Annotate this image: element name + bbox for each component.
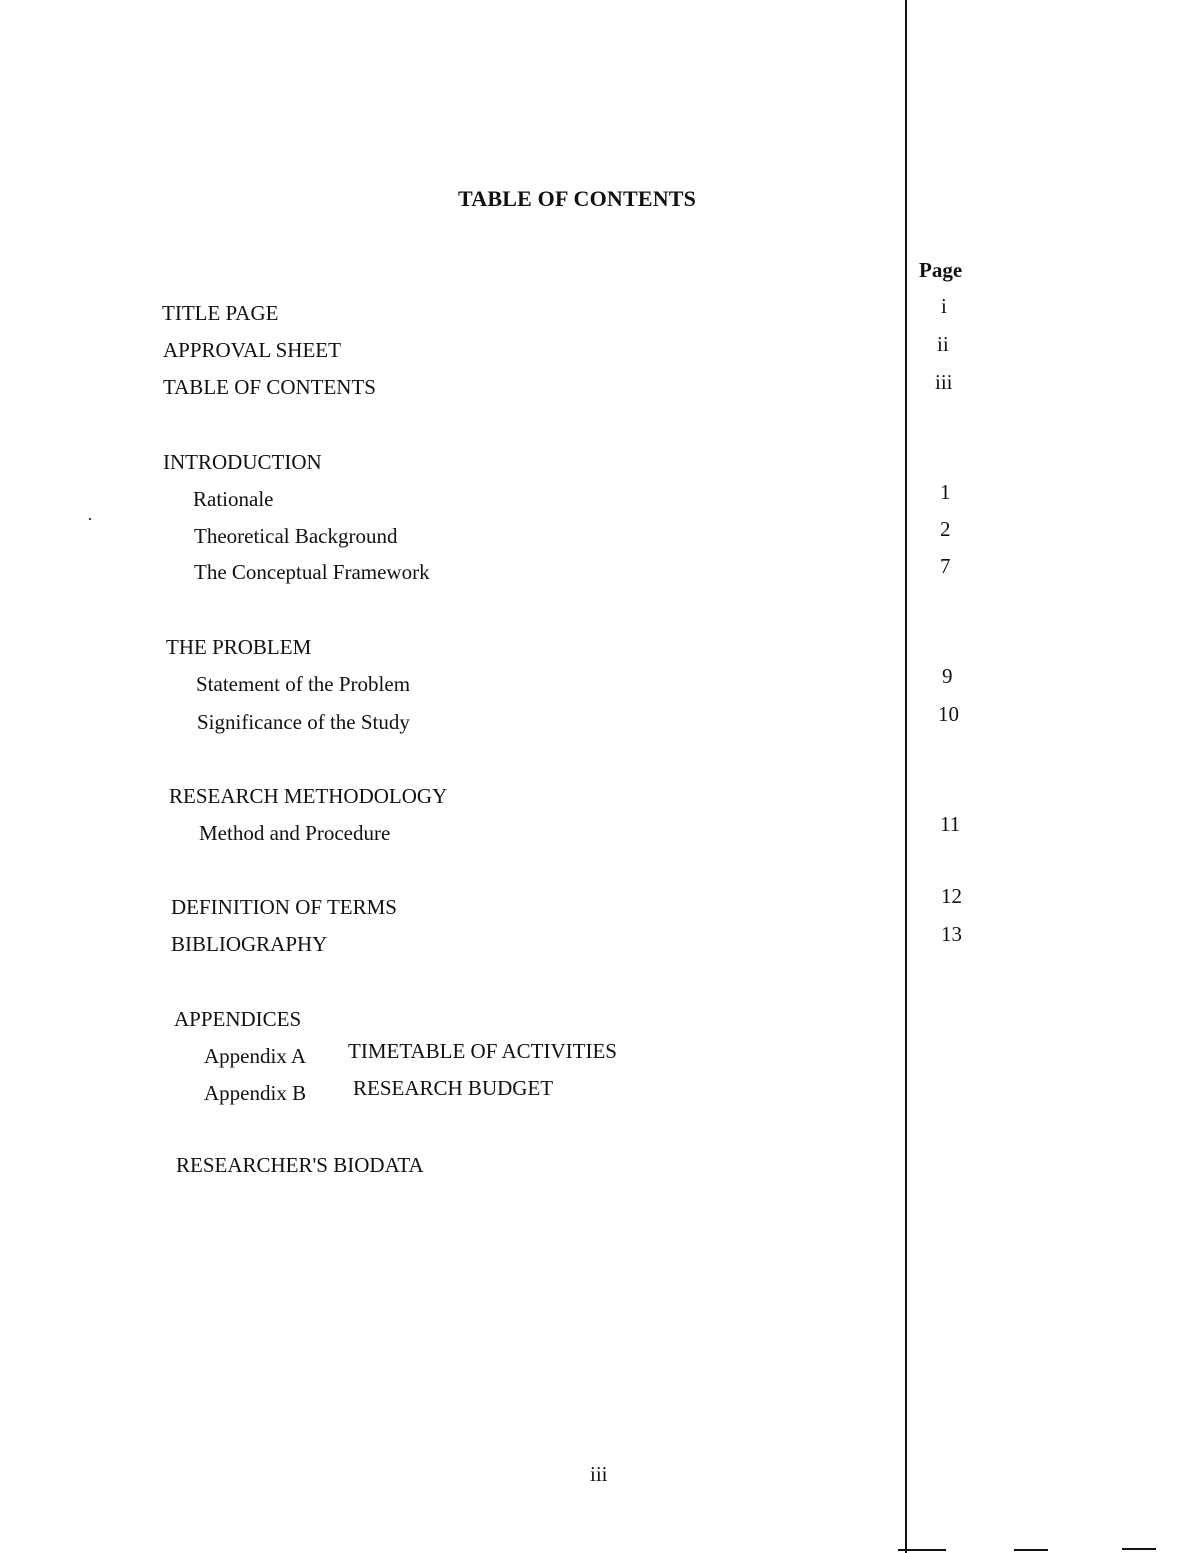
toc-entry-significance: Significance of the Study [197,710,410,734]
page-column-header: Page [919,258,963,282]
toc-page-number: 7 [940,554,951,578]
toc-entry-bibliography: BIBLIOGRAPHY [171,932,328,956]
toc-section-the-problem: THE PROBLEM [166,635,312,659]
appendix-b-title: RESEARCH BUDGET [353,1076,554,1100]
toc-section-introduction: INTRODUCTION [163,450,322,474]
toc-entry-table-of-contents: TABLE OF CONTENTS [163,375,376,399]
toc-page-number: 9 [942,664,953,688]
appendix-b-label: Appendix B [204,1081,307,1105]
toc-entry-researchers-biodata: RESEARCHER'S BIODATA [176,1153,424,1177]
toc-page-number: 2 [940,517,951,541]
page-edge-vertical-rule [905,0,907,1553]
toc-section-appendices: APPENDICES [174,1007,302,1031]
toc-page-number: i [941,294,947,318]
toc-entry-rationale: Rationale [193,487,274,511]
toc-page-number: ii [937,332,949,356]
page-title: TABLE OF CONTENTS [458,186,697,211]
toc-page-number: 12 [941,884,962,908]
appendix-a-label: Appendix A [204,1044,307,1068]
scan-mark [1122,1548,1156,1550]
toc-page-number: 1 [940,480,951,504]
toc-entry-method-and-procedure: Method and Procedure [199,821,391,845]
toc-entry-statement-of-problem: Statement of the Problem [196,672,411,696]
toc-entry-conceptual-framework: The Conceptual Framework [194,560,430,584]
toc-page-number: iii [935,370,953,394]
toc-page-number: 10 [938,702,959,726]
toc-entry-theoretical-background: Theoretical Background [194,524,398,548]
toc-page-number: 13 [941,922,962,946]
toc-entry-definition-of-terms: DEFINITION OF TERMS [171,895,397,919]
scan-mark [898,1549,946,1551]
footer-page-number: iii [590,1462,608,1486]
toc-entry-title-page: TITLE PAGE [162,301,279,325]
appendix-a-title: TIMETABLE OF ACTIVITIES [348,1039,617,1063]
scan-speck [89,518,91,520]
toc-page-number: 11 [940,812,961,836]
toc-section-research-methodology: RESEARCH METHODOLOGY [169,784,448,808]
scan-mark [1014,1549,1048,1551]
toc-entry-approval-sheet: APPROVAL SHEET [163,338,341,362]
